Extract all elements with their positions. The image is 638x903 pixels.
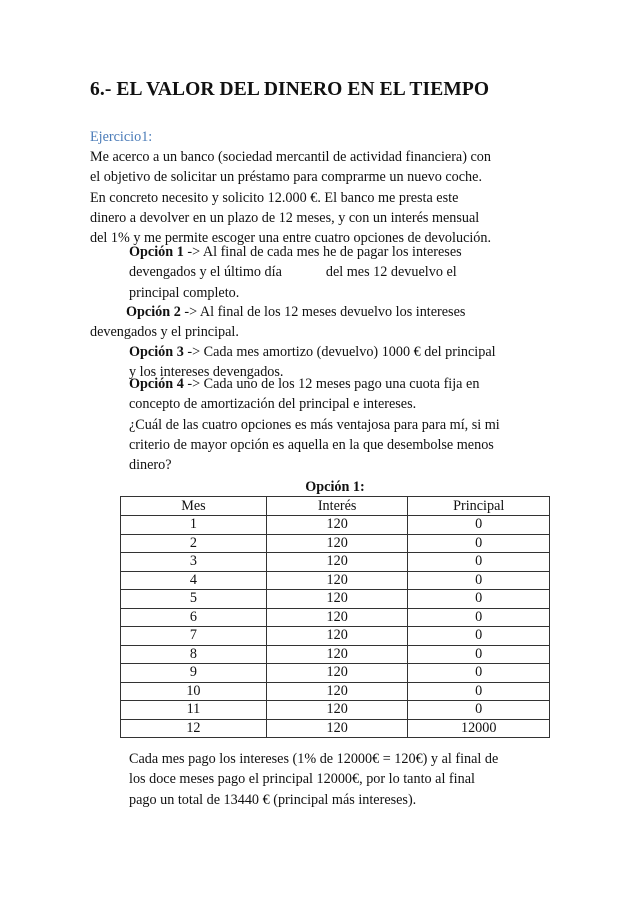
closing-line: Cada mes pago los intereses (1% de 12000€ = 120€) y al final de (129, 751, 499, 767)
cell-principal: 12000 (408, 719, 550, 738)
cell-mes: 3 (121, 553, 267, 572)
cell-mes: 7 (121, 627, 267, 646)
cell-principal: 0 (408, 516, 550, 535)
option-4-text: concepto de amortización del principal e intereses. (129, 396, 417, 413)
cell-interes: 120 (266, 701, 408, 720)
closing-line: pago un total de 13440 € (principal más intereses). (129, 791, 417, 808)
table-row (121, 534, 550, 553)
cell-interes: 120 (266, 590, 408, 609)
table-row (121, 571, 550, 590)
cell-mes: 2 (121, 534, 267, 553)
option-2-text: -> Al final de los 12 meses devuelvo los intereses (180, 304, 466, 320)
table-row (121, 516, 550, 535)
header-mes: Mes (121, 497, 267, 516)
table-row (121, 719, 550, 738)
cell-interes: 120 (266, 645, 408, 664)
cell-interes: 120 (266, 516, 408, 535)
option-2-text: devengados y el principal. (90, 324, 239, 340)
option-4-block (129, 374, 500, 475)
cell-principal: 0 (408, 553, 550, 572)
table-row (121, 645, 550, 664)
cell-interes: 120 (266, 664, 408, 683)
table-row (121, 553, 550, 572)
question-line: ¿Cuál de las cuatro opciones es más ventajosa para para mí, si mi (129, 416, 500, 433)
option-3-label: Opción 3 (129, 344, 184, 360)
option-4-text: -> Cada uno de los 12 meses pago una cuota fija en (183, 376, 480, 392)
option-1-label: Opción 1 (129, 244, 184, 260)
cell-mes: 5 (121, 590, 267, 609)
cell-principal: 0 (408, 701, 550, 720)
amortization-table (120, 496, 550, 738)
option-4-label: Opción 4 (129, 376, 184, 392)
closing-paragraph (129, 749, 498, 810)
option-3-text: y los intereses devengados. (129, 364, 284, 381)
cell-principal: 0 (408, 608, 550, 627)
table-row (121, 664, 550, 683)
intro-line: En concreto necesito y solicito 12.000 €. El banco me presta este (90, 189, 459, 206)
cell-interes: 120 (266, 571, 408, 590)
cell-mes: 11 (121, 701, 267, 720)
table-title: Opción 1: (305, 479, 365, 495)
option-3-text: -> Cada mes amortizo (devuelvo) 1000 € del principal (183, 344, 496, 360)
option-1-text: devengados y el último día (129, 264, 282, 281)
cell-mes: 6 (121, 608, 267, 627)
table-row (121, 627, 550, 646)
cell-principal: 0 (408, 571, 550, 590)
cell-interes: 120 (266, 719, 408, 738)
option-1-text: -> Al final de cada mes he de pagar los intereses (183, 244, 462, 260)
cell-principal: 0 (408, 664, 550, 683)
header-interes: Interés (266, 497, 408, 516)
option-1-block (129, 242, 462, 303)
table-row (121, 608, 550, 627)
closing-line: los doce meses pago el principal 12000€, por lo tanto al final (129, 771, 475, 788)
cell-mes: 4 (121, 571, 267, 590)
cell-interes: 120 (266, 627, 408, 646)
cell-mes: 8 (121, 645, 267, 664)
page-title: 6.- EL VALOR DEL DINERO EN EL TIEMPO (90, 79, 490, 100)
intro-line: el objetivo de solicitar un préstamo para comprarme un nuevo coche. (90, 169, 482, 186)
cell-interes: 120 (266, 608, 408, 627)
cell-principal: 0 (408, 534, 550, 553)
cell-interes: 120 (266, 682, 408, 701)
intro-line: dinero a devolver en un plazo de 12 meses, y con un interés mensual (90, 209, 480, 226)
intro-line: Me acerco a un banco (sociedad mercantil de actividad financiera) con (90, 149, 491, 165)
option-1-text: principal completo. (129, 284, 240, 301)
option-1-text: del mes 12 devuelvo el (325, 264, 457, 281)
cell-principal: 0 (408, 682, 550, 701)
question-line: dinero? (129, 457, 172, 474)
option-2-label: Opción 2 (126, 304, 181, 320)
intro-paragraph (90, 147, 560, 248)
cell-mes: 12 (121, 719, 267, 738)
exercise-label: Ejercicio1: (90, 129, 153, 145)
table-header-row (121, 497, 550, 516)
table-row (121, 701, 550, 720)
option-2-first-line (126, 302, 465, 322)
cell-mes: 9 (121, 664, 267, 683)
cell-mes: 1 (121, 516, 267, 535)
cell-principal: 0 (408, 645, 550, 664)
cell-principal: 0 (408, 627, 550, 646)
question-line: criterio de mayor opción es aquella en la que desembolse menos (129, 436, 494, 453)
cell-mes: 10 (121, 682, 267, 701)
intro-line: del 1% y me permite escoger una entre cuatro opciones de devolución. (90, 230, 492, 247)
header-principal: Principal (408, 497, 550, 516)
table-row (121, 682, 550, 701)
table-row (121, 590, 550, 609)
cell-interes: 120 (266, 534, 408, 553)
cell-interes: 120 (266, 553, 408, 572)
cell-principal: 0 (408, 590, 550, 609)
